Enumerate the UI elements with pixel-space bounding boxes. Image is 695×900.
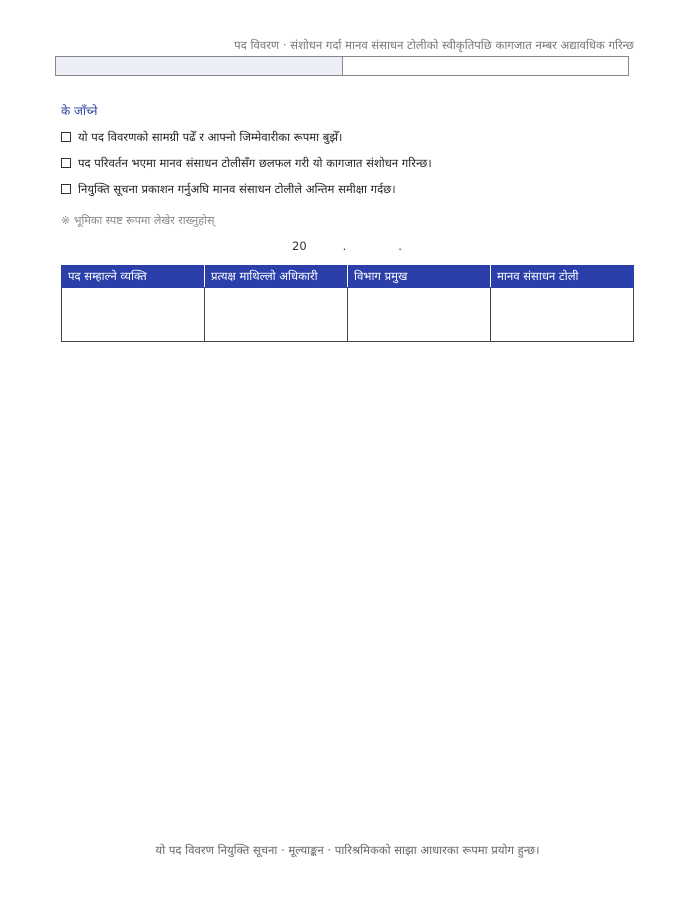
checkbox-icon[interactable] (61, 132, 71, 142)
document-number-box (55, 56, 629, 76)
checkbox-icon[interactable] (61, 184, 71, 194)
checkbox-icon[interactable] (61, 158, 71, 168)
checklist (61, 124, 432, 202)
checklist-item-label: यो पद विवरणको सामग्री पढेँ र आफ्नो जिम्मेवारीका रूपमा बुझेँ। (78, 129, 343, 144)
checklist-item (61, 124, 432, 150)
header-note: पद विवरण · संशोधन गर्दा मानव संसाधन टोलीको स्वीकृतिपछि कागजात नम्बर अद्यावधिक गरिन्छ (234, 38, 634, 52)
date-separator: . (398, 239, 402, 253)
date-separator: . (342, 239, 347, 253)
date-year-prefix: 20 (292, 239, 307, 253)
signature-table (61, 265, 634, 342)
remark-note: ※ भूमिका स्पष्ट रूपमा लेखेर राख्नुहोस् (61, 214, 215, 227)
date-line (292, 239, 402, 253)
footer-note: यो पद विवरण नियुक्ति सूचना · मूल्याङ्कन · पारिश्रमिकको साझा आधारका रूपमा प्रयोग हुन्छ। (155, 843, 540, 857)
signature-cell-direct-supervisor[interactable] (205, 288, 348, 342)
document-number-value-cell[interactable] (343, 57, 628, 75)
checklist-title: के जाँच्ने (61, 104, 98, 118)
signature-cell-department-head[interactable] (348, 288, 491, 342)
signature-cell-hr-team[interactable] (491, 288, 634, 342)
signature-header-hr-team: मानव संसाधन टोली (491, 266, 634, 288)
signature-header-department-head: विभाग प्रमुख (348, 266, 491, 288)
signature-cell-position-holder[interactable] (62, 288, 205, 342)
checklist-item-label: नियुक्ति सूचना प्रकाशन गर्नुअघि मानव संसाधन टोलीले अन्तिम समीक्षा गर्दछ। (78, 181, 396, 196)
document-number-label-cell (56, 57, 343, 75)
checklist-item-label: पद परिवर्तन भएमा मानव संसाधन टोलीसँग छलफल गरी यो कागजात संशोधन गरिन्छ। (78, 155, 432, 170)
checklist-item (61, 176, 432, 202)
checklist-item (61, 150, 432, 176)
signature-header-position-holder: पद सम्हाल्ने व्यक्ति (62, 266, 205, 288)
signature-header-direct-supervisor: प्रत्यक्ष माथिल्लो अधिकारी (205, 266, 348, 288)
